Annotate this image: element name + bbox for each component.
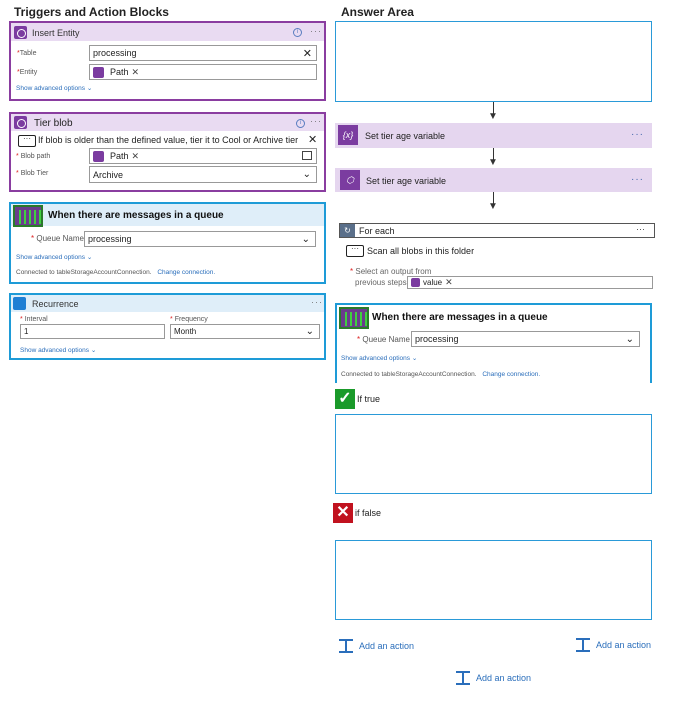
remove-chip-icon[interactable]: ✕ <box>445 277 453 287</box>
more-icon[interactable]: ··· <box>311 297 323 307</box>
queue-icon <box>339 307 369 329</box>
queue-name-select[interactable] <box>411 331 640 347</box>
add-action-icon <box>456 671 470 685</box>
if-false-label: if false <box>355 508 382 518</box>
path-chip[interactable]: Path ✕ <box>93 67 139 78</box>
add-action-button-2[interactable]: Add an action <box>576 638 651 652</box>
table-field[interactable] <box>89 45 317 61</box>
frequency-label: * Frequency <box>170 316 208 323</box>
interval-value: 1 <box>24 327 29 336</box>
insert-entity-title: Insert Entity <box>32 28 80 38</box>
chevron-down-icon: ⌄ <box>86 85 93 92</box>
close-icon[interactable]: ✕ <box>308 134 318 146</box>
change-connection-link[interactable]: Change connection. <box>157 269 216 276</box>
queue-name-select[interactable] <box>84 231 316 247</box>
add-action-icon <box>339 639 353 653</box>
variable-icon: {x} <box>338 125 358 145</box>
left-panel-title: Triggers and Action Blocks <box>14 5 169 19</box>
more-icon[interactable]: ··· <box>310 26 322 36</box>
queue-name-value: processing <box>88 234 132 244</box>
entity-label: *Entity <box>17 69 38 76</box>
comment-icon: ··· <box>346 245 364 257</box>
connection-status: Connected to tableStorageAccountConnection. Change connection. <box>16 269 216 276</box>
add-action-icon <box>576 638 590 652</box>
frequency-value: Month <box>174 327 197 336</box>
recurrence-title: Recurrence <box>32 299 79 309</box>
chevron-down-icon[interactable]: ⌄ <box>305 326 314 337</box>
queue-trigger-title: When there are messages in a queue <box>48 210 224 221</box>
more-icon[interactable]: ··· <box>631 129 644 140</box>
chevron-down-icon: ⌄ <box>86 254 93 261</box>
interval-label: * Interval <box>20 316 48 323</box>
set-variable-block-1[interactable] <box>335 123 652 148</box>
chevron-down-icon[interactable]: ⌄ <box>302 169 311 180</box>
chip-icon <box>93 67 104 78</box>
show-advanced-options-link[interactable]: Show advanced options ⌄ <box>16 254 93 261</box>
more-icon[interactable]: ··· <box>310 116 322 126</box>
answer-queue-title: When there are messages in a queue <box>372 312 548 323</box>
add-action-button-3[interactable]: Add an action <box>456 671 531 685</box>
blob-path-field[interactable] <box>89 148 317 164</box>
if-true-slot[interactable] <box>335 414 652 494</box>
frequency-select[interactable] <box>170 324 320 339</box>
tier-blob-title: Tier blob <box>34 118 73 129</box>
clock-icon <box>13 297 26 310</box>
blob-tier-select[interactable] <box>89 166 317 183</box>
chevron-down-icon: ⌄ <box>90 347 97 354</box>
tier-blob-card[interactable] <box>9 112 326 192</box>
arrow-down-icon: ▼ <box>488 201 498 212</box>
variable-icon: ⬡ <box>340 170 360 190</box>
show-advanced-options-link[interactable]: Show advanced options ⌄ <box>20 347 97 354</box>
loop-icon: ↻ <box>340 224 355 237</box>
answer-slot-1[interactable] <box>335 21 652 102</box>
chevron-down-icon: ⌄ <box>411 355 418 362</box>
value-chip[interactable]: value ✕ <box>411 277 453 288</box>
arrow-down-icon: ▼ <box>488 157 498 168</box>
remove-chip-icon[interactable]: ✕ <box>131 66 140 77</box>
folder-icon[interactable] <box>302 151 312 160</box>
blob-tier-value: Archive <box>93 169 124 180</box>
add-action-button-1[interactable]: Add an action <box>339 639 414 653</box>
more-icon[interactable]: ··· <box>631 174 644 185</box>
set-variable-title-2: Set tier age variable <box>366 176 447 186</box>
chevron-down-icon[interactable]: ⌄ <box>625 333 634 345</box>
more-icon[interactable]: ··· <box>636 224 645 234</box>
info-icon[interactable]: i <box>293 28 302 37</box>
for-each-title: For each <box>359 226 395 236</box>
table-label: *Table <box>17 50 37 57</box>
select-output-label-1: * Select an output from <box>350 267 432 276</box>
cross-icon: ✕ <box>333 503 353 523</box>
answer-queue-card[interactable] <box>335 303 652 383</box>
arrow-down-icon: ▼ <box>488 111 498 122</box>
queue-name-label: * Queue Name <box>357 335 410 344</box>
connection-status: Connected to tableStorageAccountConnection. Change connection. <box>341 371 541 378</box>
if-true-label: If true <box>357 394 381 404</box>
select-output-label-2: previous steps <box>355 278 407 287</box>
queue-trigger-card[interactable] <box>9 202 326 284</box>
chip-icon <box>93 151 104 162</box>
set-variable-block-2[interactable] <box>335 168 652 192</box>
chevron-down-icon[interactable]: ⌄ <box>301 233 310 245</box>
info-icon[interactable]: i <box>296 119 305 128</box>
answer-area-title: Answer Area <box>341 5 414 19</box>
queue-name-value: processing <box>415 334 459 344</box>
table-value: processing <box>93 48 137 58</box>
storage-blob-icon <box>14 116 27 129</box>
show-advanced-options-link[interactable]: Show advanced options ⌄ <box>16 85 93 92</box>
path-chip[interactable]: Path ✕ <box>93 151 139 162</box>
recurrence-card[interactable] <box>9 293 326 360</box>
close-icon[interactable]: ✕ <box>302 47 312 60</box>
show-advanced-options-link[interactable]: Show advanced options ⌄ <box>341 355 418 362</box>
check-icon: ✓ <box>335 389 355 409</box>
remove-chip-icon[interactable]: ✕ <box>131 150 140 161</box>
entity-field[interactable] <box>89 64 317 80</box>
set-variable-title-1: Set tier age variable <box>365 131 446 141</box>
queue-icon <box>13 205 43 227</box>
tier-blob-comment: If blob is older than the defined value, tier it to Cool or Archive tier <box>38 135 299 145</box>
blob-tier-label: * Blob Tier <box>16 170 49 177</box>
storage-table-icon <box>14 26 27 39</box>
blob-path-label: * Blob path <box>16 153 51 160</box>
queue-name-label: * Queue Name <box>31 234 84 243</box>
insert-entity-card[interactable] <box>9 21 326 101</box>
comment-icon: ··· <box>18 135 36 147</box>
interval-input[interactable] <box>20 324 165 339</box>
scan-comment: Scan all blobs in this folder <box>367 246 475 256</box>
if-false-slot[interactable] <box>335 540 652 620</box>
for-each-output-field[interactable] <box>407 276 653 289</box>
for-each-header[interactable] <box>339 223 655 238</box>
chip-icon <box>411 278 420 287</box>
change-connection-link[interactable]: Change connection. <box>482 371 541 378</box>
